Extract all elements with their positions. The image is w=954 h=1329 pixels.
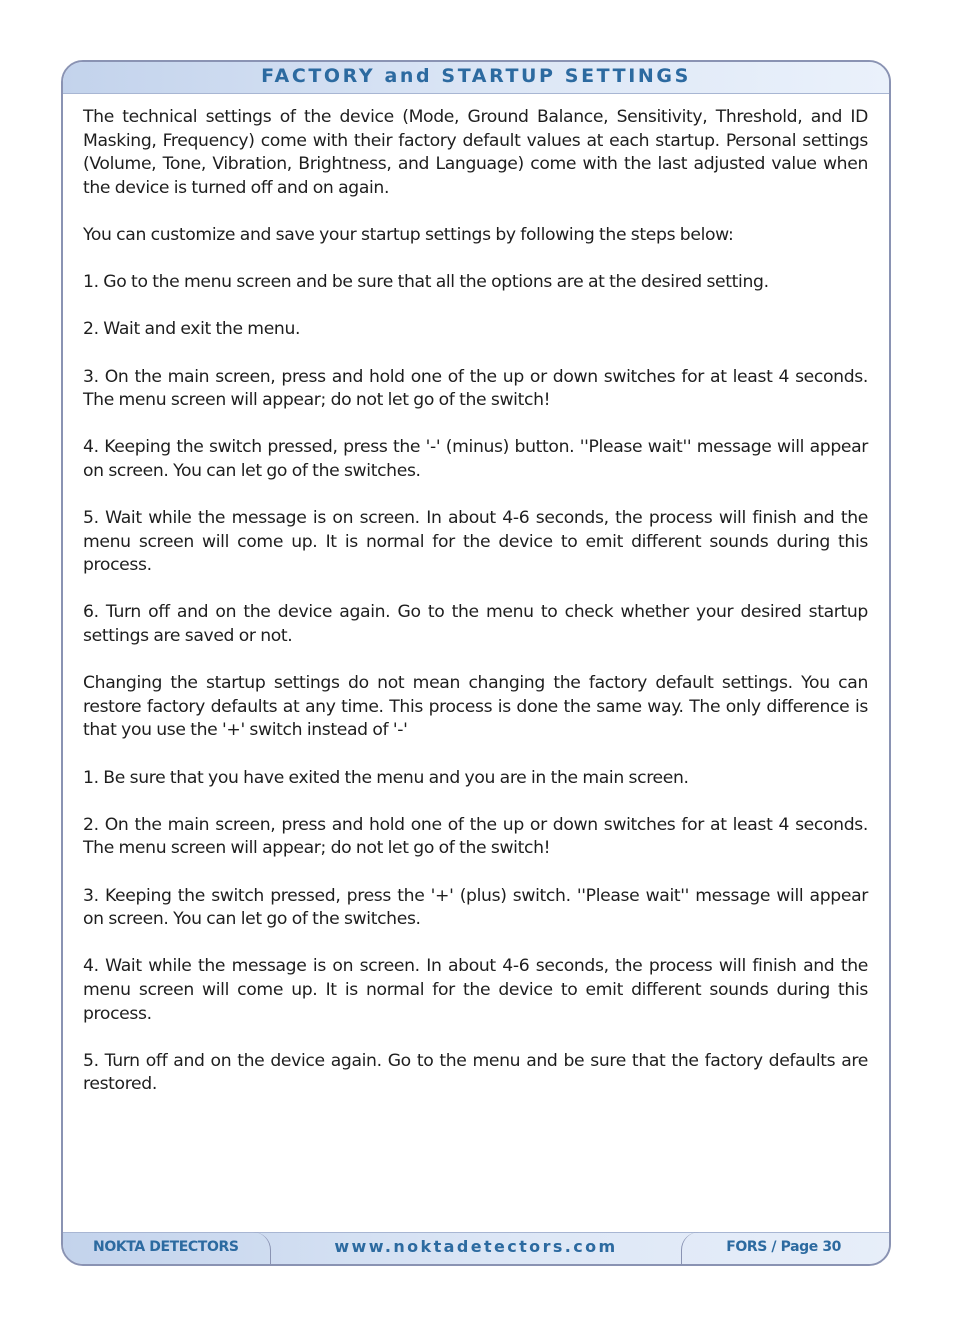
footer-right-tab <box>681 1232 889 1264</box>
instructions-lead: You can customize and save your startup settings by following the steps below: <box>83 224 734 245</box>
startup-step: 6. Turn off and on the device again. Go to the menu to check whether your desired startup settings are saved or not. <box>83 602 868 647</box>
intro-paragraph: The technical settings of the device (Mode, Ground Balance, Sensitivity, Threshold, and ID Masking, Frequency) come with their factory default values at each startup. Personal settings (Volume, Tone, Vibration, Brightness, and Language) come with the last adjusted value when the device is turned off and on again. <box>83 107 868 198</box>
footer-url: www.noktadetectors.com <box>334 1237 618 1256</box>
header-bar <box>63 62 889 94</box>
factory-step: 3. Keeping the switch pressed, press the '+' (plus) switch. ''Please wait'' message will appear on screen. You can let go of the switches. <box>83 885 868 930</box>
page-title: FACTORY and STARTUP SETTINGS <box>261 65 691 87</box>
footer-bar <box>63 1232 889 1264</box>
factory-step: 4. Wait while the message is on screen. In about 4-6 seconds, the process will finish and the menu screen will come up. It is normal for the device to emit different sounds during this process. <box>83 956 868 1024</box>
factory-step: 1. Be sure that you have exited the menu and you are in the main screen. <box>83 767 689 788</box>
body-text <box>83 106 868 1121</box>
startup-step: 1. Go to the menu screen and be sure that all the options are at the desired setting. <box>83 272 769 293</box>
startup-step: 5. Wait while the message is on screen. In about 4-6 seconds, the process will finish and the menu screen will come up. It is normal for the device to emit different sounds during this process. <box>83 508 868 576</box>
footer-brand: NOKTA DETECTORS <box>93 1239 239 1255</box>
startup-step: 4. Keeping the switch pressed, press the '-' (minus) button. ''Please wait'' message will appear on screen. You can let go of the switches. <box>83 437 868 481</box>
factory-step: 5. Turn off and on the device again. Go to the menu and be sure that the factory defaults are restored. <box>83 1050 868 1095</box>
startup-step: 2. Wait and exit the menu. <box>83 319 301 340</box>
startup-step: 3. On the main screen, press and hold one of the up or down switches for at least 4 seconds. The menu screen will appear; do not let go of the switch! <box>83 366 868 411</box>
factory-step: 2. On the main screen, press and hold one of the up or down switches for at least 4 seconds. The menu screen will appear; do not let go of the switch! <box>83 814 868 859</box>
factory-reset-intro: Changing the startup settings do not mean changing the factory default settings. You can restore factory defaults at any time. This process is done the same way. The only difference is that you use the '+' switch instead of '-' <box>83 673 868 741</box>
page-number: FORS / Page 30 <box>726 1239 841 1255</box>
